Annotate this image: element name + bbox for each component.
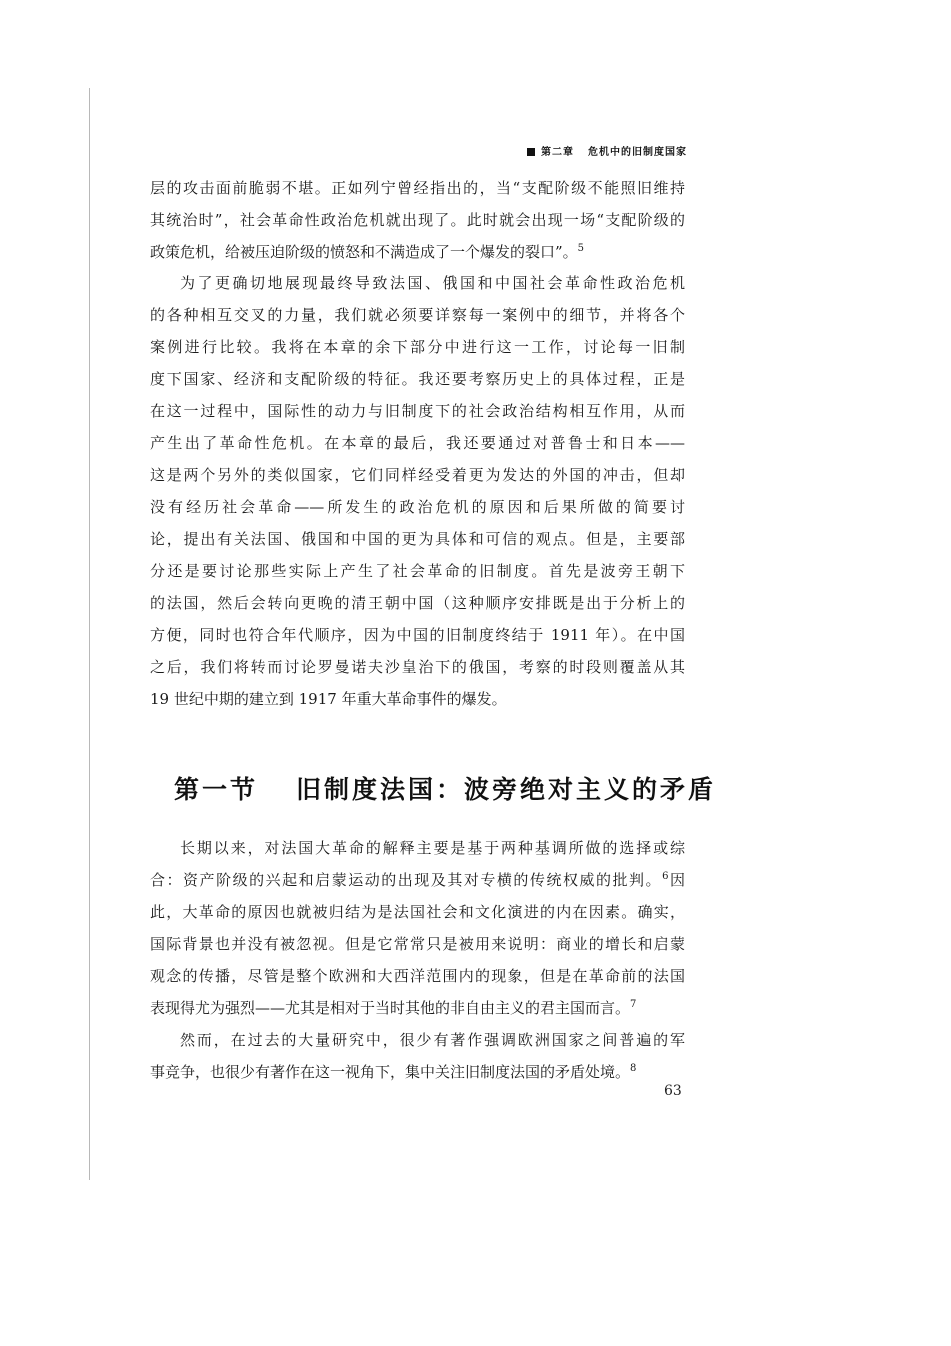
text-line: 为了更确切地展现最终导致法国、俄国和中国社会革命性政治危机 (180, 274, 685, 292)
text-line: 在这一过程中，国际性的动力与旧制度下的社会政治结构相互作用，从而 (150, 402, 685, 420)
text-line-content: 合：资产阶级的兴起和启蒙运动的出现及其对专横的传统权威的批判。 (150, 871, 663, 889)
text-line: 产生出了革命性危机。在本章的最后，我还要通过对普鲁士和日本—— (150, 434, 685, 452)
text-line (150, 992, 685, 1024)
paragraph-3 (150, 832, 685, 1024)
footnote-marker: 8 (630, 1063, 637, 1074)
text-line: 的法国，然后会转向更晚的清王朝中国（这种顺序安排既是出于分析上的 (150, 594, 685, 612)
text-line-content: 因 (668, 871, 685, 889)
square-bullet-icon (527, 148, 535, 156)
section-heading (174, 770, 716, 806)
page-number: 63 (664, 1083, 682, 1099)
text-line: 分还是要讨论那些实际上产生了社会革命的旧制度。首先是波旁王朝下 (150, 562, 685, 580)
text-line: 方便，同时也符合年代顺序，因为中国的旧制度终结于 1911 年）。在中国 (150, 626, 685, 644)
text-line (150, 236, 685, 268)
section-number: 第一节 (174, 775, 259, 804)
text-line: 层的攻击面前脆弱不堪。正如列宁曾经指出的，当“支配阶级不能照旧维持 (150, 179, 685, 197)
text-line: 然而，在过去的大量研究中，很少有著作强调欧洲国家之间普遍的军 (180, 1031, 685, 1049)
text-line: 19 世纪中期的建立到 1917 年重大革命事件的爆发。 (150, 690, 507, 708)
footnote-marker: 5 (577, 243, 585, 254)
text-line: 长期以来，对法国大革命的解释主要是基于两种基调所做的选择或综 (180, 839, 685, 857)
text-line: 论，提出有关法国、俄国和中国的更为具体和可信的观点。但是，主要部 (150, 530, 685, 548)
text-line: 这是两个另外的类似国家，它们同样经受着更为发达的外国的冲击，但却 (150, 466, 685, 484)
text-line (150, 864, 685, 896)
text-line-content: 表现得尤为强烈——尤其是相对于当时其他的非自由主义的君主国而言。 (150, 999, 631, 1017)
binding-margin-line (89, 88, 90, 1180)
paragraph-1 (150, 172, 685, 268)
text-line: 此，大革命的原因也就被归结为是法国社会和文化演进的内在因素。确实， (150, 903, 685, 921)
running-head-chapter: 第二章 (541, 147, 574, 158)
paragraph-2 (150, 267, 685, 715)
section-title: 旧制度法国：波旁绝对主义的矛盾 (296, 775, 717, 804)
text-line: 的各种相互交叉的力量，我们就必须要详察每一案例中的细节，并将各个 (150, 306, 685, 324)
running-head-title: 危机中的旧制度国家 (588, 147, 687, 158)
text-line (150, 1056, 685, 1088)
text-line: 案例进行比较。我将在本章的余下部分中进行这一工作，讨论每一旧制 (150, 338, 685, 356)
text-line: 之后，我们将转而讨论罗曼诺夫沙皇治下的俄国，考察的时段则覆盖从其 (150, 658, 685, 676)
running-head (527, 143, 687, 158)
text-line: 其统治时”，社会革命性政治危机就出现了。此时就会出现一场“支配阶级的 (150, 211, 685, 229)
text-line: 度下国家、经济和支配阶级的特征。我还要考察历史上的具体过程，正是 (150, 370, 685, 388)
text-line-content: 事竞争，也很少有著作在这一视角下，集中关注旧制度法国的矛盾处境。 (150, 1063, 631, 1081)
footnote-marker: 6 (662, 871, 669, 882)
footnote-marker: 7 (630, 999, 637, 1010)
paragraph-4 (150, 1024, 685, 1088)
text-line: 没有经历社会革命——所发生的政治危机的原因和后果所做的简要讨 (150, 498, 685, 516)
text-line-content: 政策危机，给被压迫阶级的愤怒和不满造成了一个爆发的裂口”。 (150, 243, 578, 261)
text-line: 国际背景也并没有被忽视。但是它常常只是被用来说明：商业的增长和启蒙 (150, 935, 685, 953)
text-line: 观念的传播，尽管是整个欧洲和大西洋范围内的现象，但是在革命前的法国 (150, 967, 685, 985)
